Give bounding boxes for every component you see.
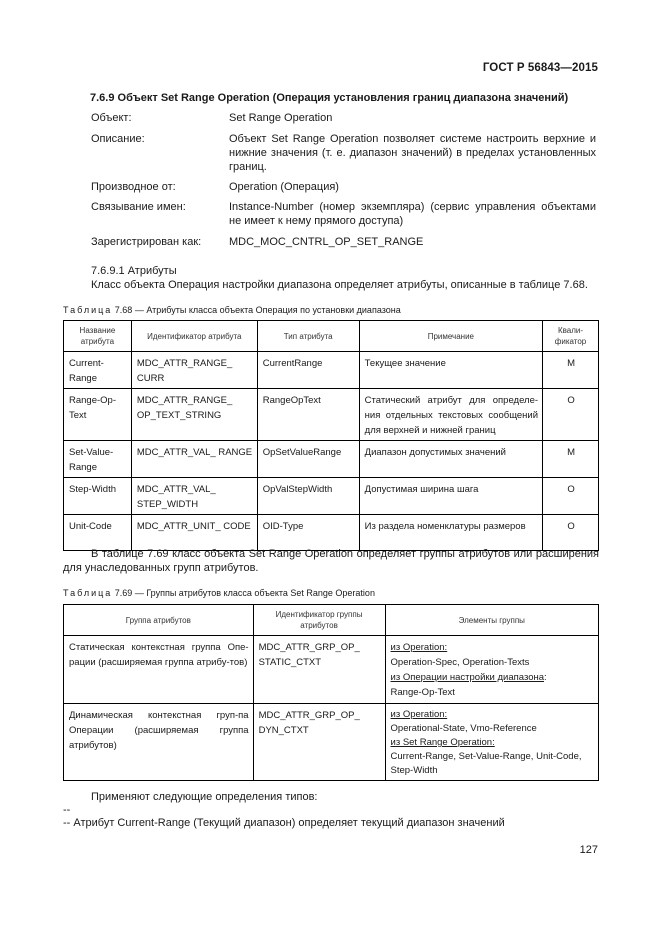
property-label: Объект: — [91, 112, 132, 124]
table-cell: CurrentRange — [257, 352, 359, 389]
table-cell: MDC_ATTR_GRP_OP_ STATIC_CTXT — [253, 636, 385, 704]
attribute-groups-table — [63, 604, 599, 781]
group-source: из Операции настройки диапазона — [390, 672, 545, 683]
table-cell: Range-Op-Text — [64, 389, 132, 441]
middle-paragraph: В таблице 7.69 класс объекта Set Range Operation определяет группы атрибутов или расширения для унаследованных групп атрибутов. — [63, 548, 599, 574]
table-header-row — [64, 321, 599, 352]
table-cell: OID-Type — [257, 515, 359, 551]
column-header: Квали-фикатор — [543, 321, 599, 352]
caption-text: 7.68 — Атрибуты класса объекта Операция по установки диапазона — [112, 305, 401, 315]
table-row — [64, 389, 599, 441]
column-header: Примечание — [359, 321, 542, 352]
table-cell: Текущее значение — [359, 352, 542, 389]
section-title: 7.6.9 Объект Set Range Operation (Операция установления границ диапазона значений) — [90, 92, 569, 104]
subsection-intro: Класс объекта Операция настройки диапазона определяет атрибуты, описанные в таблице 7.68. — [91, 279, 588, 291]
standard-number: ГОСТ Р 56843—2015 — [482, 62, 598, 74]
group-members: Current-Range, Set-Value-Range, Unit-Code, Step-Width — [390, 751, 582, 776]
table-cell: RangeOpText — [257, 389, 359, 441]
property-value: Instance-Number (номер экземпляра) (сервис управления объектами не имеет к нему прямого доступа) — [229, 201, 596, 227]
property-value: Set Range Operation — [229, 112, 333, 124]
group-source: из Set Range Operation: — [390, 737, 495, 748]
table-row — [64, 515, 599, 551]
table-cell: OpSetValueRange — [257, 441, 359, 478]
column-header: Название атрибута — [64, 321, 132, 352]
table-cell: Динамическая контекстная груп-па Операции (расширяемая группа атрибутов) — [64, 704, 254, 781]
table-cell: Допустимая ширина шага — [359, 478, 542, 515]
subsection-title: 7.6.9.1 Атрибуты — [91, 265, 177, 277]
table-cell: Step-Width — [64, 478, 132, 515]
table-row — [64, 704, 599, 781]
caption-prefix: Таблица — [63, 588, 113, 598]
table-cell: MDC_ATTR_VAL_ STEP_WIDTH — [131, 478, 257, 515]
page-number: 127 — [579, 844, 598, 856]
group-source: из Operation: — [390, 709, 448, 720]
attributes-table — [63, 320, 599, 551]
table-row — [64, 441, 599, 478]
table-cell: Из раздела номенклатуры размеров — [359, 515, 542, 551]
table-cell: MDC_ATTR_RANGE_ OP_TEXT_STRING — [131, 389, 257, 441]
property-label: Производное от: — [91, 181, 176, 193]
table-cell: O — [543, 515, 599, 551]
group-members: Operational-State, Vmo-Reference — [390, 723, 537, 734]
property-value: MDC_MOC_CNTRL_OP_SET_RANGE — [229, 236, 424, 248]
table-row — [64, 636, 599, 704]
group-source: из Operation: — [390, 642, 448, 653]
dash-line: -- — [63, 804, 71, 816]
caption-prefix: Таблица — [63, 305, 113, 315]
group-members: Range-Op-Text — [390, 687, 455, 698]
table-cell: MDC_ATTR_UNIT_ CODE — [131, 515, 257, 551]
table-cell: MDC_ATTR_RANGE_ CURR — [131, 352, 257, 389]
table-cell: OpValStepWidth — [257, 478, 359, 515]
current-range-definition: -- Атрибут Current-Range (Текущий диапазон) определяет текущий диапазон значений — [63, 817, 505, 829]
column-header: Тип атрибута — [257, 321, 359, 352]
table-row — [64, 352, 599, 389]
property-label: Описание: — [91, 133, 145, 145]
table-cell: Unit-Code — [64, 515, 132, 551]
table-cell — [385, 636, 598, 704]
types-intro: Применяют следующие определения типов: — [91, 791, 318, 803]
table-header-row — [64, 605, 599, 636]
property-value: Объект Set Range Operation позволяет системе настроить верхние и нижние значения (т. е. диапазон значений) в пределах установленных границ. — [229, 133, 596, 173]
table-cell: Диапазон допустимых значений — [359, 441, 542, 478]
table-cell: O — [543, 389, 599, 441]
table69-caption — [63, 588, 375, 598]
column-header: Элементы группы — [385, 605, 598, 636]
group-source-colon: : — [544, 672, 547, 683]
table-cell — [385, 704, 598, 781]
table-cell: Статический атрибут для определе-ния отдельных текстовых сообщений для верхней и нижней границ — [359, 389, 542, 441]
column-header: Идентификатор группы атрибутов — [253, 605, 385, 636]
table-row — [64, 478, 599, 515]
table-cell: M — [543, 352, 599, 389]
group-members: Operation-Spec, Operation-Texts — [390, 657, 530, 668]
caption-text: 7.69 — Группы атрибутов класса объекта Set Range Operation — [112, 588, 375, 598]
property-label: Связывание имен: — [91, 201, 186, 213]
table-cell: Статическая контекстная группа Опе-рации (расширяемая группа атрибу-тов) — [64, 636, 254, 704]
table68-caption — [63, 305, 401, 315]
table-cell: O — [543, 478, 599, 515]
column-header: Группа атрибутов — [64, 605, 254, 636]
table-cell: Set-Value-Range — [64, 441, 132, 478]
table-cell: MDC_ATTR_GRP_OP_ DYN_CTXT — [253, 704, 385, 781]
property-value: Operation (Операция) — [229, 181, 339, 193]
column-header: Идентификатор атрибута — [131, 321, 257, 352]
table-cell: M — [543, 441, 599, 478]
property-label: Зарегистрирован как: — [91, 236, 202, 248]
table-cell: MDC_ATTR_VAL_ RANGE — [131, 441, 257, 478]
table-cell: Current-Range — [64, 352, 132, 389]
